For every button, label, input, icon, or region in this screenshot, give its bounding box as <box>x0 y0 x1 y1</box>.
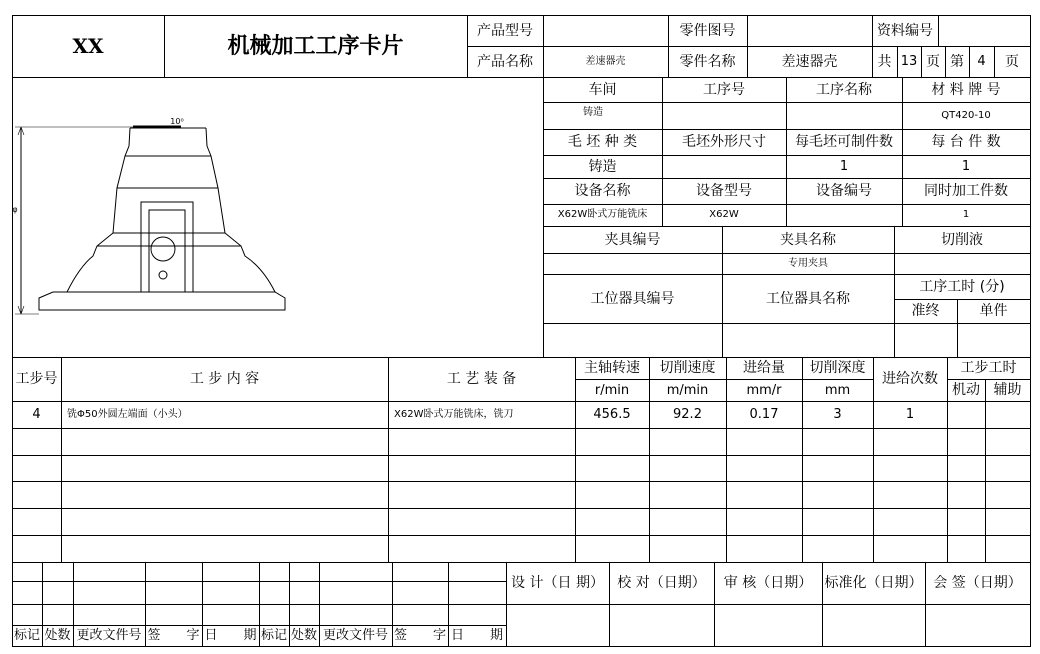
equip-name-value[interactable]: X62W卧式万能铣床 <box>557 209 648 220</box>
fixture-no-label: 夹具编号 <box>604 231 661 248</box>
date-label-2: 日 期 <box>450 628 503 643</box>
doc-no-label: 资料编号 <box>877 22 933 39</box>
part-drawing-no-label: 零件图号 <box>679 22 736 39</box>
workshop-label: 车间 <box>588 81 617 98</box>
countersign-date-label: 会 签（日期） <box>933 575 1022 591</box>
blank-type-value[interactable]: 铸造 <box>588 158 617 175</box>
process-time-label: 工序工时 (分) <box>919 278 1005 295</box>
total-pages-prefix: 共 <box>877 53 892 70</box>
blank-size-value[interactable] <box>662 155 786 178</box>
process-name-label: 工序名称 <box>816 81 872 98</box>
process-no-label: 工序号 <box>703 81 745 98</box>
revision-count-label-2: 处数 <box>290 628 317 643</box>
blank-size-label: 毛坯外形尺寸 <box>682 134 766 150</box>
step-row-content[interactable]: 铣Φ50外圆左端面（小头） <box>67 408 188 420</box>
machine-time-header: 机动 <box>952 382 980 398</box>
signature-label: 签 字 <box>147 628 200 643</box>
revision-mark-label: 标记 <box>13 628 40 643</box>
unit-time-value[interactable] <box>957 323 1030 357</box>
equip-name-label: 设备名称 <box>574 183 631 199</box>
material-value[interactable]: QT420-10 <box>941 109 991 121</box>
coolant-label: 切削液 <box>941 231 983 248</box>
feed-unit: mm/r <box>746 382 782 398</box>
per-blank-value[interactable]: 1 <box>839 159 849 174</box>
unit-time-label: 单件 <box>979 303 1008 319</box>
change-doc-no-label-2: 更改文件号 <box>322 628 388 643</box>
review-date-label: 审 核（日期） <box>723 575 813 591</box>
page-no-prefix: 第 <box>950 53 964 70</box>
part-drawing-no-value[interactable] <box>747 15 872 46</box>
part-sketch-drawing <box>13 78 543 356</box>
step-content-header: 工 步 内 容 <box>189 371 260 387</box>
feed-header: 进给量 <box>743 360 785 376</box>
part-name-label: 零件名称 <box>679 53 736 70</box>
depth-unit: mm <box>824 382 851 398</box>
step-row-machine[interactable] <box>947 401 985 428</box>
per-unit-value[interactable]: 1 <box>961 159 971 174</box>
revision-count-label: 处数 <box>44 628 71 643</box>
per-blank-label: 每毛坯可制件数 <box>795 134 893 150</box>
fixture-no-value[interactable] <box>543 253 722 274</box>
depth-header: 切削深度 <box>809 360 866 376</box>
step-row-feed[interactable]: 0.17 <box>749 407 779 422</box>
spindle-speed-header: 主轴转速 <box>584 360 640 376</box>
equip-no-label: 设备编号 <box>816 183 872 199</box>
fixture-name-label: 夹具名称 <box>780 231 836 248</box>
fixture-name-value[interactable]: 专用夹具 <box>788 257 828 269</box>
equip-no-value[interactable] <box>786 204 902 226</box>
simul-count-label: 同时加工件数 <box>924 183 1008 199</box>
station-tool-no-value[interactable] <box>543 323 722 357</box>
simul-count-value[interactable]: 1 <box>962 209 970 220</box>
step-no-header: 工步号 <box>15 371 58 387</box>
step-row-no[interactable]: 4 <box>32 407 41 422</box>
product-name-value[interactable]: 差速器壳 <box>585 55 626 67</box>
passes-header: 进给次数 <box>882 371 938 387</box>
prep-time-value[interactable] <box>894 323 957 357</box>
check-date-label: 校 对（日期） <box>617 575 706 591</box>
step-row-equipment[interactable]: X62W卧式万能铣床，铣刀 <box>394 408 514 420</box>
product-model-value[interactable] <box>543 15 668 46</box>
process-name-value[interactable] <box>786 102 902 129</box>
workshop-value[interactable]: 铸造 <box>583 107 603 118</box>
part-name-value[interactable]: 差速器壳 <box>781 53 838 70</box>
prep-time-label: 准终 <box>911 303 940 319</box>
product-model-label: 产品型号 <box>477 22 533 39</box>
equip-model-label: 设备型号 <box>696 183 752 199</box>
revision-mark-label-2: 标记 <box>260 628 287 643</box>
roughness-mark: 10⁰ <box>170 117 184 126</box>
total-pages-unit: 页 <box>926 53 940 70</box>
step-row-aux[interactable] <box>985 401 1030 428</box>
blank-type-label: 毛 坯 种 类 <box>567 134 638 150</box>
company-name: XX <box>72 34 104 58</box>
page-no-unit: 页 <box>1005 53 1019 70</box>
process-no-value[interactable] <box>662 102 786 129</box>
doc-no-value[interactable] <box>938 15 1030 46</box>
cut-speed-unit: m/min <box>666 382 709 398</box>
aux-time-header: 辅助 <box>993 382 1022 398</box>
coolant-value[interactable] <box>894 253 1030 274</box>
card-title: 机械加工工序卡片 <box>227 33 404 59</box>
equip-model-value[interactable]: X62W <box>709 209 739 220</box>
spindle-speed-unit: r/min <box>594 382 630 398</box>
step-row-spindle[interactable]: 456.5 <box>593 407 631 422</box>
standardize-date-label: 标准化（日期） <box>824 575 923 591</box>
cut-speed-header: 切削速度 <box>659 360 716 376</box>
change-doc-no-label: 更改文件号 <box>76 628 142 643</box>
equipment-header: 工 艺 装 备 <box>446 371 517 387</box>
station-tool-name-label: 工位器具名称 <box>766 290 850 307</box>
total-pages-value: 13 <box>900 54 918 69</box>
station-tool-no-label: 工位器具编号 <box>590 290 675 307</box>
station-tool-name-value[interactable] <box>722 323 894 357</box>
design-date-label: 设 计（日 期） <box>511 575 604 591</box>
material-label: 材 料 牌 号 <box>931 81 1001 98</box>
per-unit-label: 每 台 件 数 <box>931 134 1001 150</box>
step-time-header: 工步工时 <box>960 360 1017 376</box>
signature-label-2: 签 字 <box>393 628 446 643</box>
step-row-speed[interactable]: 92.2 <box>673 407 702 422</box>
date-label: 日 期 <box>204 628 257 643</box>
step-row-depth[interactable]: 3 <box>833 407 842 422</box>
product-name-label: 产品名称 <box>477 53 533 70</box>
step-row-passes[interactable]: 1 <box>905 407 915 422</box>
page-no-value: 4 <box>977 54 986 69</box>
dimension-mark: φ <box>12 205 18 214</box>
